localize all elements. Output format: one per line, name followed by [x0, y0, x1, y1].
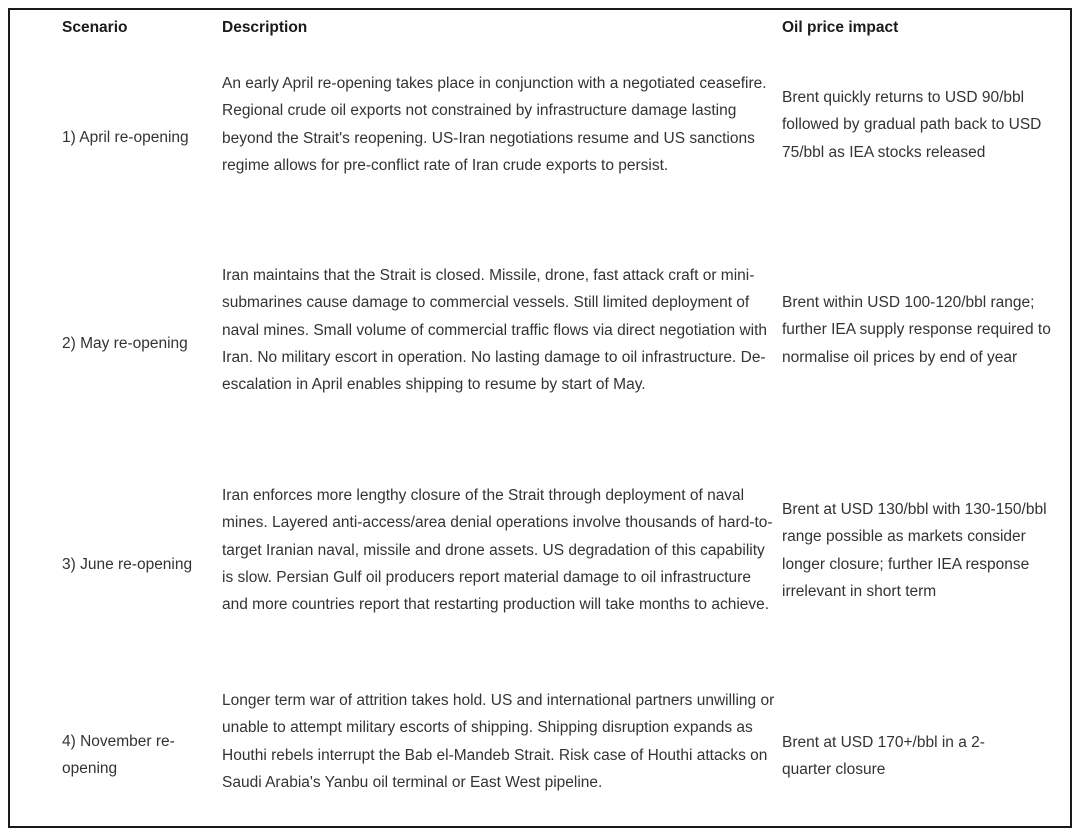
row-2-impact: Brent within USD 100-120/bbl range; further IEA supply response required to normalise oil prices by end of year — [782, 294, 1051, 366]
row-4-scenario: 4) November re-opening — [62, 733, 175, 778]
row-1-description: An early April re-opening takes place in conjunction with a negotiated ceasefire. Regional crude oil exports not constrained by infrastructure damage lasting beyond the Strait's reopening. US-Iran negotiations resume and US sanctions regime allows for pre-conflict rate of Iran crude exports to persist. — [222, 75, 767, 174]
row-2-scenario: 2) May re-opening — [62, 335, 188, 352]
header-description: Description — [222, 19, 308, 36]
row-2-description: Iran maintains that the Strait is closed. Missile, drone, fast attack craft or mini-submarines cause damage to commercial vessels. Still limited deployment of naval mines. Small volume of commercial traffic flows via direct negotiation with Iran. No military escort in operation. No lasting damage to oil infrastructure. De-escalation in April enables shipping to resume by start of May. — [222, 267, 768, 394]
header-scenario: Scenario — [62, 19, 128, 36]
row-1-scenario: 1) April re-opening — [62, 129, 189, 146]
row-1-impact: Brent quickly returns to USD 90/bbl followed by gradual path back to USD 75/bbl as IEA stocks released — [782, 89, 1042, 161]
row-3-description: Iran enforces more lengthy closure of the Strait through deployment of naval mines. Layered anti-access/area denial operations involve thousands of hard-to-target Iranian naval, missile and drone assets. US degradation of this capability is slow. Persian Gulf oil producers report material damage to oil infrastructure and more countries report that restarting production will take months to achieve. — [222, 487, 773, 614]
row-4-description: Longer term war of attrition takes hold. US and international partners unwilling or unable to attempt military escorts of shipping. Shipping disruption expands as Houthi rebels interrupt the Bab el-Mandeb Strait. Risk case of Houthi attacks on Saudi Arabia's Yanbu oil terminal or East West pipeline. — [222, 692, 775, 791]
header-oil-price-impact: Oil price impact — [782, 19, 899, 36]
row-4-impact: Brent at USD 170+/bbl in a 2-quarter closure — [782, 734, 985, 779]
row-3-scenario: 3) June re-opening — [62, 556, 193, 573]
row-3-impact: Brent at USD 130/bbl with 130-150/bbl range possible as markets consider longer closure; further IEA response irrelevant in short term — [782, 501, 1047, 600]
